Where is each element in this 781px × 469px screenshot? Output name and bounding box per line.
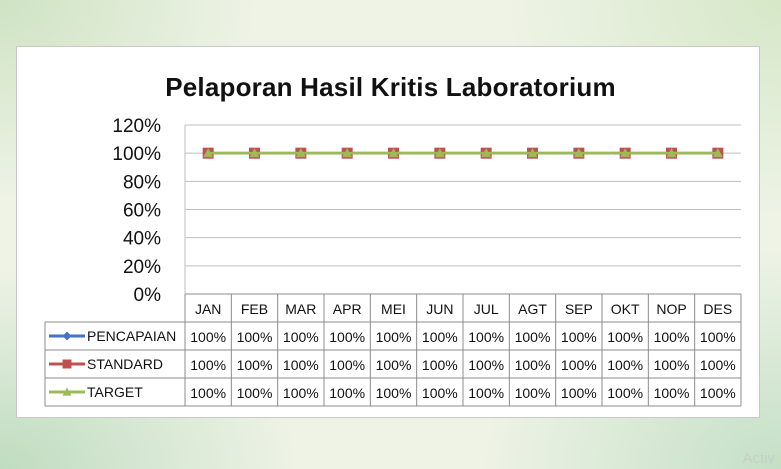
y-tick-label: 60% bbox=[122, 200, 161, 222]
legend-key-marker bbox=[63, 360, 72, 369]
table-cell-value: 100% bbox=[282, 357, 319, 373]
table-cell-value: 100% bbox=[190, 357, 227, 373]
table-cell-value: 100% bbox=[329, 357, 366, 373]
table-cell-value: 100% bbox=[236, 357, 273, 373]
table-cell-value: 100% bbox=[375, 385, 412, 401]
table-cell-value: 100% bbox=[421, 385, 458, 401]
table-cell-value: 100% bbox=[329, 385, 366, 401]
y-tick-label: 40% bbox=[122, 228, 161, 250]
chart-title: Pelaporan Hasil Kritis Laboratorium bbox=[165, 72, 616, 102]
legend-label: PENCAPAIAN bbox=[87, 328, 177, 344]
x-tick-label: AGT bbox=[518, 301, 547, 317]
x-tick-label: FEB bbox=[240, 301, 269, 317]
table-cell-value: 100% bbox=[514, 357, 551, 373]
table-cell-value: 100% bbox=[282, 329, 319, 345]
table-cell-value: 100% bbox=[653, 385, 690, 401]
table-cell-value: 100% bbox=[514, 385, 551, 401]
x-tick-label: MAR bbox=[285, 301, 317, 317]
legend-label: STANDARD bbox=[87, 356, 163, 372]
table-cell-value: 100% bbox=[560, 329, 597, 345]
y-tick-label: 100% bbox=[112, 144, 161, 166]
x-tick-label: APR bbox=[332, 301, 362, 317]
x-tick-label: JUL bbox=[473, 301, 499, 317]
table-cell-value: 100% bbox=[468, 385, 505, 401]
table-cell-value: 100% bbox=[560, 357, 597, 373]
y-tick-label: 20% bbox=[122, 256, 161, 278]
y-tick-label: 0% bbox=[133, 285, 161, 306]
table-cell-value: 100% bbox=[699, 357, 736, 373]
x-tick-label: JUN bbox=[426, 301, 454, 317]
table-cell-value: 100% bbox=[329, 329, 366, 345]
table-cell-value: 100% bbox=[468, 357, 505, 373]
x-tick-label: NOP bbox=[656, 301, 687, 317]
table-cell-value: 100% bbox=[699, 385, 736, 401]
table-cell-value: 100% bbox=[421, 329, 458, 345]
watermark-text: Activ bbox=[742, 450, 775, 467]
table-cell-value: 100% bbox=[375, 329, 412, 345]
table-cell-value: 100% bbox=[236, 385, 273, 401]
x-tick-label: OKT bbox=[610, 301, 640, 317]
table-cell-value: 100% bbox=[236, 329, 273, 345]
table-cell-value: 100% bbox=[653, 357, 690, 373]
table-cell-value: 100% bbox=[282, 385, 319, 401]
table-cell-value: 100% bbox=[375, 357, 412, 373]
table-cell-value: 100% bbox=[699, 329, 736, 345]
table-cell-value: 100% bbox=[653, 329, 690, 345]
legend-label: TARGET bbox=[87, 384, 143, 400]
table-cell-value: 100% bbox=[514, 329, 551, 345]
y-tick-label: 120% bbox=[112, 116, 161, 137]
table-cell-value: 100% bbox=[607, 385, 644, 401]
table-cell-value: 100% bbox=[190, 385, 227, 401]
table-cell-value: 100% bbox=[560, 385, 597, 401]
legend-key-marker bbox=[63, 332, 72, 341]
y-tick-label: 80% bbox=[122, 172, 161, 194]
table-cell-value: 100% bbox=[607, 329, 644, 345]
x-tick-label: JAN bbox=[194, 301, 222, 317]
x-tick-label: DES bbox=[703, 301, 733, 317]
x-tick-label: MEI bbox=[381, 301, 406, 317]
table-cell-value: 100% bbox=[421, 357, 458, 373]
table-cell-value: 100% bbox=[468, 329, 505, 345]
table-cell-value: 100% bbox=[607, 357, 644, 373]
table-cell-value: 100% bbox=[190, 329, 227, 345]
x-tick-label: SEP bbox=[564, 301, 593, 317]
